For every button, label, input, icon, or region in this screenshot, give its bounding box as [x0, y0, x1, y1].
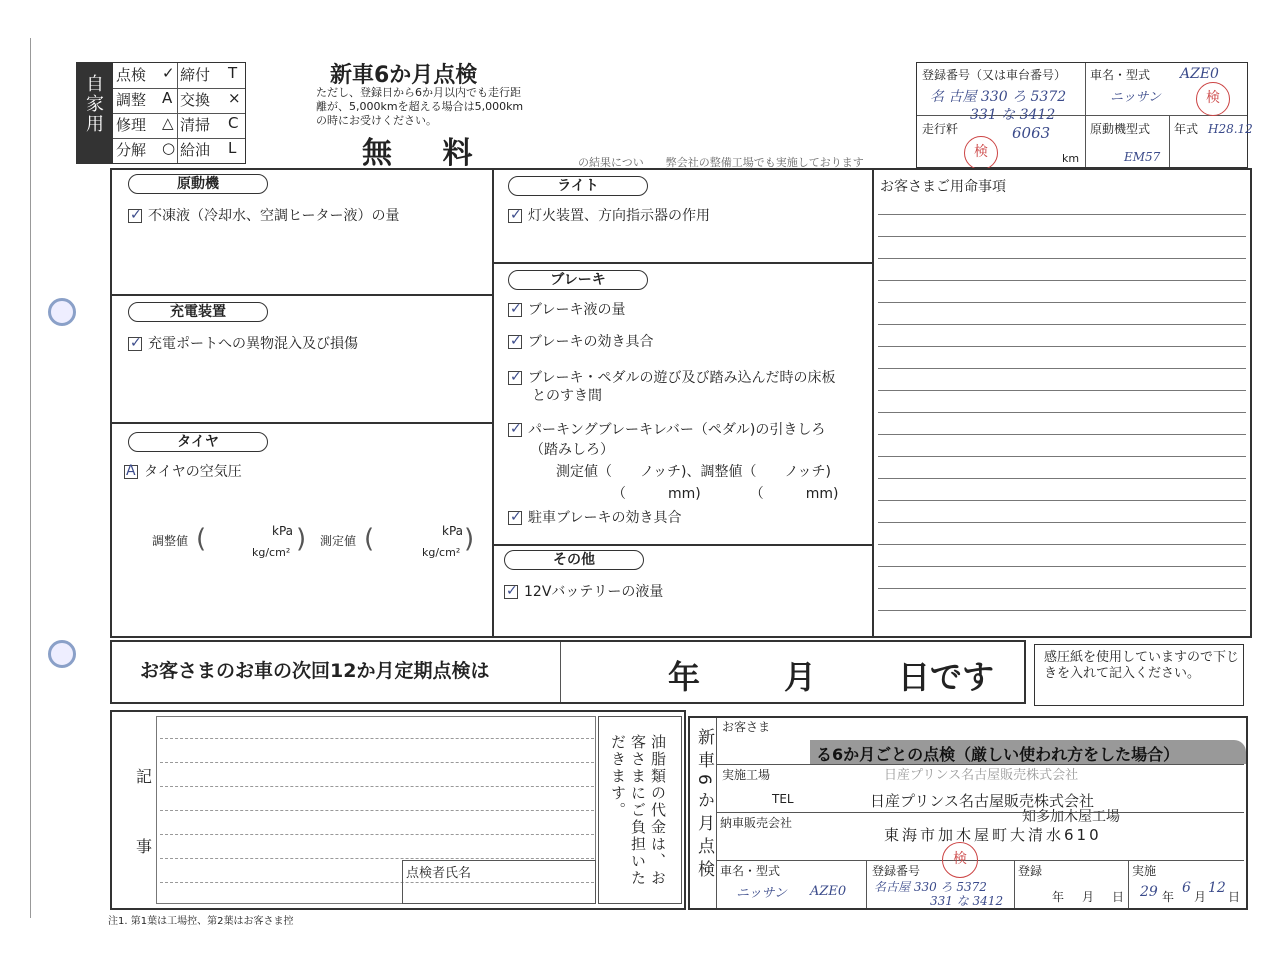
tire-adjust-bracket-right: ) [296, 524, 307, 554]
legend-symbol: C [228, 114, 239, 132]
next-inspection-label: お客さまのお車の次回12か月定期点検は [140, 660, 490, 682]
impl-year: 年 [1162, 890, 1175, 904]
engine-type-value: EM57 [1124, 150, 1161, 164]
grid-col1-divider [492, 168, 494, 636]
request-line [878, 346, 1246, 347]
impl-month: 月 [1194, 890, 1207, 904]
tel-label: TEL [772, 792, 794, 806]
car-col-divider-2 [1014, 860, 1015, 908]
checkbox[interactable]: ✓ [510, 301, 522, 317]
section-title-other: その他 [504, 550, 644, 570]
dealer-label: 納車販売会社 [720, 816, 793, 830]
grid-light-divider [492, 262, 872, 264]
notes-label-1: 記 [136, 767, 153, 786]
section-title-engine: 原動機 [128, 174, 268, 194]
tire-measure-unit-kpa: kPa [442, 524, 463, 538]
checkbox[interactable]: ✓ [510, 509, 522, 525]
check-item-parking-lever-line2: （踏みしろ） [530, 442, 614, 458]
request-line [878, 324, 1246, 325]
left-edge-line [30, 38, 31, 918]
impl-year-value: 29 [1140, 884, 1158, 900]
legend-term: 調整 [116, 91, 147, 109]
side-label-block [76, 62, 112, 164]
regdate-year: 年 [1052, 890, 1065, 904]
free-label: 無 料 [362, 136, 493, 171]
car-name-label-bottom: 車名・型式 [720, 864, 781, 878]
next-inspection-divider [560, 642, 561, 702]
legend-term: 分解 [116, 141, 147, 159]
check-item-lamps[interactable]: ✓ 灯火装置、方向指示器の作用 [510, 207, 710, 224]
request-line [878, 500, 1246, 501]
legend-term: 締付 [180, 66, 211, 84]
request-line [878, 456, 1246, 457]
regdate-label: 登録 [1018, 864, 1043, 878]
main-grid [110, 168, 1252, 638]
year-label: 年式 [1174, 122, 1199, 136]
section-title-charger: 充電装置 [128, 302, 268, 322]
tire-adjust-bracket-left: ( [196, 524, 207, 554]
legend-symbol: △ [162, 114, 174, 132]
checkbox[interactable]: ✓ [510, 207, 522, 223]
tire-adjust-label: 調整値 [152, 534, 189, 548]
oil-note: 油脂類の代金は、お客さまにご負担いただきます。 [609, 734, 667, 887]
banner-text: る6か月ごとの点検（厳しい使われ方をした場合） [816, 745, 1180, 764]
reg-value-bottom-2: 331 な 3412 [930, 894, 1004, 908]
notes-line [160, 786, 594, 787]
notes-line [160, 834, 594, 835]
notes-line [160, 858, 594, 859]
car-col-divider-1 [866, 860, 867, 908]
grid-col2-divider [872, 168, 874, 636]
odo-label: 走行粁 [922, 122, 959, 136]
next-day-label: 日です [898, 658, 995, 696]
car-row-divider [716, 860, 1244, 861]
pressure-note: 感圧紙を使用していますので下じきを入れて記入ください。 [1044, 650, 1240, 681]
factory-name: 知多加木屋工場 [1022, 809, 1120, 825]
request-line [878, 236, 1246, 237]
request-line [878, 368, 1246, 369]
reg-value-2: 331 な 3412 [970, 107, 1056, 123]
notes-line [160, 738, 594, 739]
tire-measure-label: 測定値 [320, 534, 357, 548]
check-item-parking-effect[interactable]: ✓ 駐車ブレーキの効き具合 [510, 509, 682, 526]
legend-symbol: ○ [162, 139, 176, 157]
check-item-brake-fluid[interactable]: ✓ ブレーキ液の量 [510, 301, 626, 318]
checkbox[interactable]: A [124, 465, 138, 479]
odo-unit: km [1062, 152, 1080, 165]
impl-month-value: 6 [1182, 880, 1191, 896]
legend-symbol: T [228, 64, 238, 82]
request-line [878, 434, 1246, 435]
checkbox[interactable]: ✓ [130, 335, 142, 351]
next-year-label: 年 [668, 658, 701, 696]
request-line [878, 390, 1246, 391]
request-line [878, 610, 1246, 611]
banner-bleed-text: 日産プリンス名古屋販売株式会社 [884, 768, 1079, 783]
regdate-month: 月 [1082, 890, 1095, 904]
footer-note: 注1. 第1葉は工場控、第2葉はお客さま控 [108, 916, 294, 927]
check-item-antifreeze[interactable]: ✓ 不凍液（冷却水、空調ヒーター液）の量 [130, 207, 400, 224]
inspector-name-label: 点検者氏名 [406, 866, 472, 881]
workshop-label: 実施工場 [722, 768, 771, 782]
workshop-divider [716, 764, 1244, 765]
binder-hole-top [48, 298, 76, 326]
check-item-brake-pedal-line2: とのすき間 [532, 388, 602, 404]
next-month-label: 月 [784, 658, 817, 696]
reg-label: 登録番号（又は車台番号） [922, 68, 1067, 82]
form-title: 新車6か月点検 [330, 63, 478, 88]
vertical-title: 新車6か月点検 [694, 728, 714, 883]
bleed-text: の結果につい 弊会社の整備工場でも実施しております [578, 156, 864, 169]
checkbox[interactable]: ✓ [506, 583, 518, 599]
check-item-charge-port[interactable]: ✓ 充電ポートへの異物混入及び損傷 [130, 335, 358, 352]
request-line [878, 258, 1246, 259]
legend-term: 清掃 [180, 116, 211, 134]
brake-measure-line: 測定値（ ノッチ)、調整値（ ノッチ) [556, 464, 831, 480]
tire-measure-bracket-right: ) [464, 524, 475, 554]
reg-value-bottom: 名古屋 330 ろ 5372 [874, 880, 987, 894]
notes-label-2: 事 [136, 837, 153, 856]
legend-term: 点検 [116, 66, 147, 84]
section-title-tire: タイヤ [128, 432, 268, 452]
binder-hole-bottom [48, 640, 76, 668]
reg-value-1: 名 古屋 330 ろ 5372 [930, 89, 1067, 105]
odo-value: 6063 [1012, 124, 1051, 142]
car-name-label: 車名・型式 [1090, 68, 1151, 82]
tire-measure-bracket-left: ( [364, 524, 375, 554]
dealer-address: 東海市加木屋町大清水610 [884, 826, 1102, 844]
checkbox[interactable]: ✓ [510, 421, 522, 437]
check-item-tire-pressure[interactable]: A タイヤの空気圧 [126, 463, 242, 480]
notes-line [160, 762, 594, 763]
check-item-brake-effect[interactable]: ✓ ブレーキの効き具合 [510, 333, 654, 350]
impl-label: 実施 [1132, 864, 1157, 878]
request-line [878, 214, 1246, 215]
impl-day-value: 12 [1208, 880, 1226, 896]
legend-term: 交換 [180, 91, 211, 109]
legend-term: 修理 [116, 116, 147, 134]
legend-symbol: ✓ [162, 64, 175, 82]
approval-stamp-top: 検 [1196, 82, 1230, 116]
grid-brake-divider [492, 544, 872, 546]
request-line [878, 522, 1246, 523]
requests-title: お客さまご用命事項 [880, 179, 1006, 195]
section-title-light: ライト [508, 176, 648, 196]
request-line [878, 302, 1246, 303]
regdate-day: 日 [1112, 890, 1125, 904]
request-line [878, 478, 1246, 479]
reg-label-bottom: 登録番号 [872, 864, 921, 878]
customer-label: お客さま [722, 720, 771, 734]
engine-type-label: 原動機型式 [1090, 122, 1151, 136]
company-name: 日産プリンス名古屋販売株式会社 [870, 792, 1094, 810]
legend-symbol: L [228, 139, 237, 157]
checkbox[interactable]: ✓ [130, 207, 142, 223]
form-note: ただし、登録日から6か月以内でも走行距離が、5,000kmを超える場合は5,000kmの時にお受けください。 [316, 86, 524, 127]
approval-stamp-bottom: 検 [942, 842, 978, 878]
legend-symbol: A [162, 89, 173, 107]
checkbox[interactable]: ✓ [510, 369, 522, 385]
grid-engine-divider [110, 294, 492, 296]
tire-adjust-unit-kgcm: kg/cm² [252, 546, 291, 559]
check-item-battery[interactable]: ✓ 12Vバッテリーの液量 [506, 583, 664, 600]
dealer-divider [716, 812, 1244, 813]
request-line [878, 280, 1246, 281]
checkbox[interactable]: ✓ [510, 333, 522, 349]
notes-line [160, 810, 594, 811]
legend-symbol: × [228, 89, 241, 107]
request-line [878, 544, 1246, 545]
legend-term: 給油 [180, 141, 211, 159]
section-title-brake: ブレーキ [508, 270, 648, 290]
car-name-value: ニッサン [1110, 90, 1161, 105]
car-name-value-bottom: ニッサン [736, 886, 787, 901]
tire-measure-unit-kgcm: kg/cm² [422, 546, 461, 559]
car-model-value: AZE0 [1180, 66, 1219, 82]
year-value: H28.12 [1208, 122, 1253, 136]
impl-day: 日 [1228, 890, 1241, 904]
brake-mm-line: （ mm) （ mm) [612, 486, 839, 502]
check-item-brake-pedal[interactable]: ✓ ブレーキ・ペダルの遊び及び踏み込んだ時の床板 [510, 369, 836, 386]
car-model-value-bottom: AZE0 [810, 884, 847, 899]
car-col-divider-3 [1128, 860, 1129, 908]
approval-stamp-odo: 検 [964, 136, 998, 170]
side-label: 自家用 [83, 74, 104, 134]
request-line [878, 566, 1246, 567]
grid-charger-divider [110, 422, 492, 424]
check-item-parking-lever[interactable]: ✓ パーキングブレーキレバー（ペダル)の引きしろ [510, 421, 826, 438]
request-line [878, 412, 1246, 413]
tire-adjust-unit-kpa: kPa [272, 524, 293, 538]
request-line [878, 588, 1246, 589]
